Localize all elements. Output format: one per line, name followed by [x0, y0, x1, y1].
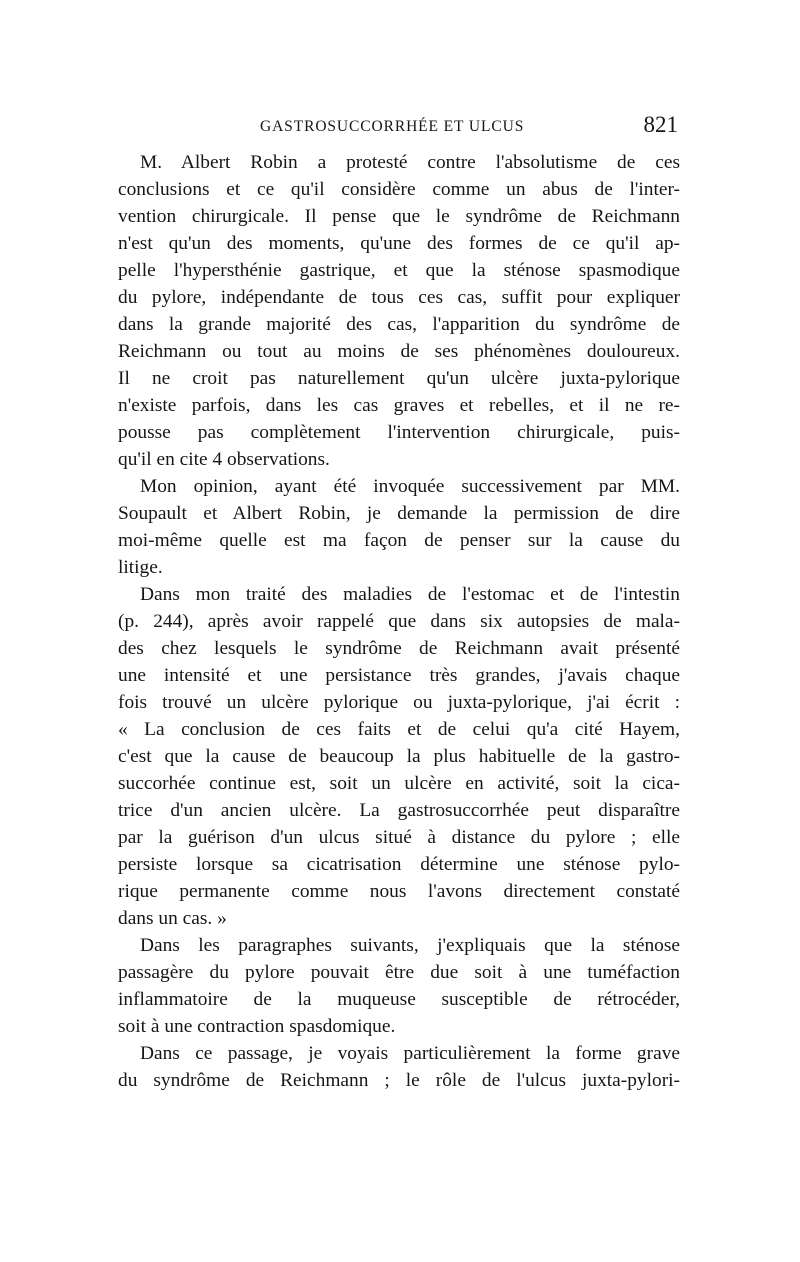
text-line: fois trouvé un ulcère pylorique ou juxta-pylorique, j'ai écrit :	[118, 692, 680, 713]
text-line: Il ne croit pas naturellement qu'un ulcère juxta-pylorique	[118, 368, 680, 389]
text-line: inflammatoire de la muqueuse susceptible de rétrocéder,	[118, 989, 680, 1010]
text-line: dans la grande majorité des cas, l'apparition du syndrôme de	[118, 314, 680, 335]
text-line: conclusions et ce qu'il considère comme un abus de l'inter-	[118, 179, 680, 200]
text-line: Dans ce passage, je voyais particulièrement la forme grave	[140, 1043, 680, 1064]
text-line: trice d'un ancien ulcère. La gastrosuccorrhée peut disparaître	[118, 800, 680, 821]
text-line: passagère du pylore pouvait être due soit à une tuméfaction	[118, 962, 680, 983]
text-line: qu'il en cite 4 observations.	[118, 449, 330, 470]
text-line: persiste lorsque sa cicatrisation détermine une sténose pylo-	[118, 854, 680, 875]
text-line: Dans mon traité des maladies de l'estomac et de l'intestin	[140, 584, 680, 605]
text-line: n'est qu'un des moments, qu'une des formes de ce qu'il ap-	[118, 233, 680, 254]
text-line: une intensité et une persistance très grandes, j'avais chaque	[118, 665, 680, 686]
page-number: 821	[643, 112, 678, 137]
text-line: par la guérison d'un ulcus situé à distance du pylore ; elle	[118, 827, 680, 848]
text-line: Dans les paragraphes suivants, j'expliquais que la sténose	[140, 935, 680, 956]
text-line: pelle l'hypersthénie gastrique, et que la sténose spasmodique	[118, 260, 680, 281]
text-line: M. Albert Robin a protesté contre l'absolutisme de ces	[140, 152, 680, 173]
text-line: moi-même quelle est ma façon de penser sur la cause du	[118, 530, 680, 551]
text-line: rique permanente comme nous l'avons directement constaté	[118, 881, 680, 902]
text-line: c'est que la cause de beaucoup la plus habituelle de la gastro-	[118, 746, 680, 767]
text-line: litige.	[118, 557, 163, 578]
body-text	[118, 149, 680, 1094]
text-line: succorhée continue est, soit un ulcère en activité, soit la cica-	[118, 773, 680, 794]
text-line: (p. 244), après avoir rappelé que dans six autopsies de mala-	[118, 611, 680, 632]
text-line: soit à une contraction spasdomique.	[118, 1016, 396, 1037]
running-head	[118, 112, 680, 142]
text-line: dans un cas. »	[118, 908, 227, 929]
text-line: n'existe parfois, dans les cas graves et rebelles, et il ne re-	[118, 395, 680, 416]
text-line: Soupault et Albert Robin, je demande la permission de dire	[118, 503, 680, 524]
text-line: « La conclusion de ces faits et de celui qu'a cité Hayem,	[118, 719, 680, 740]
text-line: des chez lesquels le syndrôme de Reichmann avait présenté	[118, 638, 680, 659]
text-line: Reichmann ou tout au moins de ses phénomènes douloureux.	[118, 341, 680, 362]
text-line: vention chirurgicale. Il pense que le syndrôme de Reichmann	[118, 206, 680, 227]
text-line: du syndrôme de Reichmann ; le rôle de l'ulcus juxta-pylori-	[118, 1070, 680, 1091]
running-title: GASTROSUCCORRHÉE ET ULCUS	[260, 118, 525, 135]
text-line: du pylore, indépendante de tous ces cas, suffit pour expliquer	[118, 287, 680, 308]
text-line: pousse pas complètement l'intervention chirurgicale, puis-	[118, 422, 680, 443]
text-line: Mon opinion, ayant été invoquée successivement par MM.	[140, 476, 680, 497]
